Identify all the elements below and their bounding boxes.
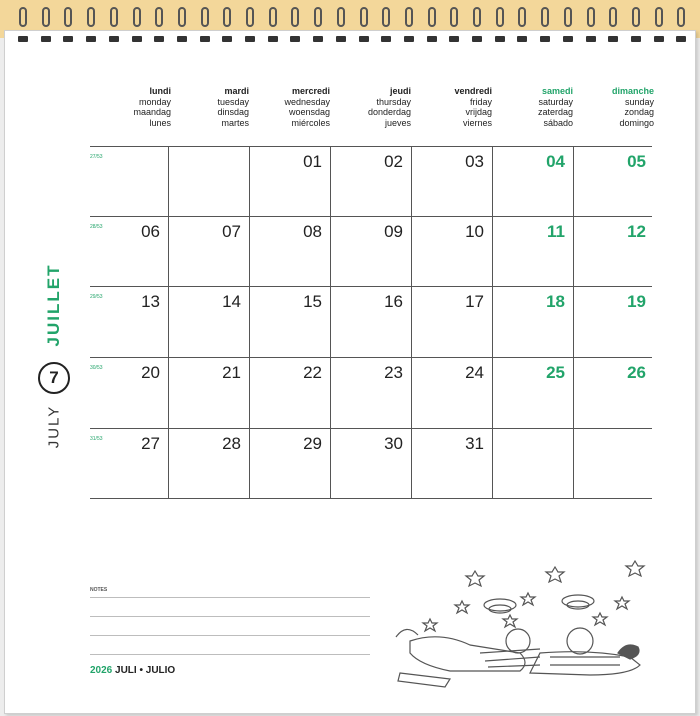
day-header-saturday <box>492 86 573 128</box>
binding-ring <box>654 7 664 43</box>
day-name-fr: dimanche <box>611 86 654 96</box>
day-name-en: thursday <box>376 96 411 107</box>
day-header-friday <box>411 86 492 128</box>
calendar-day-cell[interactable]: 12 <box>627 222 646 241</box>
grid-column-line <box>168 146 169 498</box>
binding-ring <box>109 7 119 43</box>
binding-ring <box>359 7 369 43</box>
binding-ring <box>63 7 73 43</box>
binding-ring <box>676 7 686 43</box>
grid-column-line <box>330 146 331 498</box>
grid-column-line <box>573 146 574 498</box>
day-name-fr: jeudi <box>389 86 411 96</box>
notes-label: NOTES <box>90 587 108 593</box>
week-number: 30/53 <box>90 365 103 371</box>
grid-column-line <box>492 146 493 498</box>
calendar-day-cell[interactable]: 27 <box>141 434 160 453</box>
day-name-nl: vrijdag <box>465 107 492 117</box>
binding-ring <box>41 7 51 43</box>
grid-row-line <box>90 428 652 429</box>
footer-year: 2026 <box>90 665 113 676</box>
calendar-day-cell[interactable]: 15 <box>303 292 322 311</box>
calendar-day-cell[interactable]: 05 <box>627 152 646 171</box>
calendar-day-cell[interactable]: 03 <box>465 152 484 171</box>
calendar-day-cell[interactable]: 24 <box>465 363 484 382</box>
day-name-es: miércoles <box>291 117 330 128</box>
day-name-nl: maandag <box>133 107 171 117</box>
binding-ring <box>268 7 278 43</box>
calendar-day-cell[interactable]: 29 <box>303 434 322 453</box>
calendar-day-cell[interactable]: 07 <box>222 222 241 241</box>
day-name-en: friday <box>469 96 492 107</box>
day-name-en: monday <box>138 96 171 107</box>
day-header-sunday <box>573 86 654 128</box>
day-name-es: domingo <box>619 117 654 128</box>
calendar-day-cell[interactable]: 10 <box>465 222 484 241</box>
grid-row-line <box>90 498 652 499</box>
calendar-day-cell[interactable]: 08 <box>303 222 322 241</box>
binding-ring <box>495 7 505 43</box>
calendar-day-cell[interactable]: 23 <box>384 363 403 382</box>
day-name-es: lunes <box>149 117 171 128</box>
binding-ring <box>177 7 187 43</box>
day-name-es: sábado <box>543 117 573 128</box>
note-line <box>90 597 370 598</box>
calendar-day-cell[interactable]: 18 <box>546 292 565 311</box>
day-name-fr: samedi <box>541 86 573 96</box>
calendar-day-cell[interactable]: 02 <box>384 152 403 171</box>
week-number: 31/53 <box>90 436 103 442</box>
day-name-en: sunday <box>624 96 654 107</box>
calendar-day-cell[interactable]: 19 <box>627 292 646 311</box>
day-name-fr: mardi <box>224 86 249 96</box>
calendar-day-cell[interactable]: 04 <box>546 152 565 171</box>
day-name-es: martes <box>221 117 249 128</box>
binding-ring <box>222 7 232 43</box>
day-name-es: viernes <box>462 117 492 128</box>
binding-ring <box>313 7 323 43</box>
calendar-day-cell[interactable]: 22 <box>303 363 322 382</box>
day-name-nl: zondag <box>624 107 654 117</box>
calendar-day-cell[interactable]: 14 <box>222 292 241 311</box>
day-header-wednesday <box>249 86 330 128</box>
day-name-fr: vendredi <box>454 86 492 96</box>
calendar-day-cell[interactable]: 06 <box>141 222 160 241</box>
calendar-day-cell[interactable]: 28 <box>222 434 241 453</box>
day-name-nl: woensdag <box>288 107 330 117</box>
day-name-nl: dinsdag <box>217 107 249 117</box>
day-header-tuesday <box>168 86 249 128</box>
day-name-fr: mercredi <box>291 86 330 96</box>
day-name-nl: zaterdag <box>537 107 573 117</box>
day-name-en: tuesday <box>217 96 249 107</box>
day-name-nl: donderdag <box>367 107 411 117</box>
binding-ring <box>200 7 210 43</box>
note-line <box>90 635 370 636</box>
calendar-day-cell[interactable]: 13 <box>141 292 160 311</box>
binding-ring <box>154 7 164 43</box>
binding-ring <box>404 7 414 43</box>
calendar-day-cell[interactable]: 20 <box>141 363 160 382</box>
footer-year-month <box>90 665 175 676</box>
binding-ring <box>540 7 550 43</box>
binding-ring <box>132 7 142 43</box>
grid-row-line <box>90 146 652 147</box>
day-header-thursday <box>330 86 411 128</box>
calendar-day-cell[interactable]: 21 <box>222 363 241 382</box>
grid-row-line <box>90 216 652 217</box>
note-line <box>90 654 370 655</box>
binding-ring <box>586 7 596 43</box>
binding-ring <box>290 7 300 43</box>
month-name-french: JUILLET <box>44 263 63 347</box>
calendar-day-cell[interactable]: 16 <box>384 292 403 311</box>
binding-ring <box>517 7 527 43</box>
note-line <box>90 616 370 617</box>
footer-month-translations: JULI • JULIO <box>112 665 176 676</box>
week-number: 29/53 <box>90 294 103 300</box>
calendar-day-cell[interactable]: 09 <box>384 222 403 241</box>
binding-ring <box>563 7 573 43</box>
binding-ring <box>336 7 346 43</box>
day-header-monday <box>90 86 171 128</box>
comic-illustration <box>390 553 665 703</box>
calendar-day-cell[interactable]: 01 <box>303 152 322 171</box>
month-name-english: JULY <box>45 404 63 449</box>
binding-ring <box>608 7 618 43</box>
week-number: 28/53 <box>90 224 103 230</box>
binding-ring <box>449 7 459 43</box>
calendar-day-cell[interactable]: 25 <box>546 363 565 382</box>
binding-ring <box>472 7 482 43</box>
calendar-day-cell[interactable]: 11 <box>547 222 565 241</box>
month-number-badge: 7 <box>38 362 70 394</box>
binding-ring <box>631 7 641 43</box>
calendar-day-cell[interactable]: 30 <box>384 434 403 453</box>
calendar-day-cell[interactable]: 17 <box>465 292 484 311</box>
binding-ring <box>86 7 96 43</box>
grid-row-line <box>90 357 652 358</box>
calendar-day-cell[interactable]: 31 <box>465 434 484 453</box>
binding-ring <box>18 7 28 43</box>
day-name-fr: lundi <box>149 86 171 96</box>
day-name-en: wednesday <box>284 96 330 107</box>
week-number: 27/53 <box>90 154 103 160</box>
day-name-en: saturday <box>538 96 573 107</box>
grid-row-line <box>90 286 652 287</box>
binding-ring <box>245 7 255 43</box>
grid-column-line <box>249 146 250 498</box>
binding-ring <box>427 7 437 43</box>
calendar-day-cell[interactable]: 26 <box>627 363 646 382</box>
day-name-es: jueves <box>384 117 411 128</box>
grid-column-line <box>411 146 412 498</box>
binding-ring <box>381 7 391 43</box>
